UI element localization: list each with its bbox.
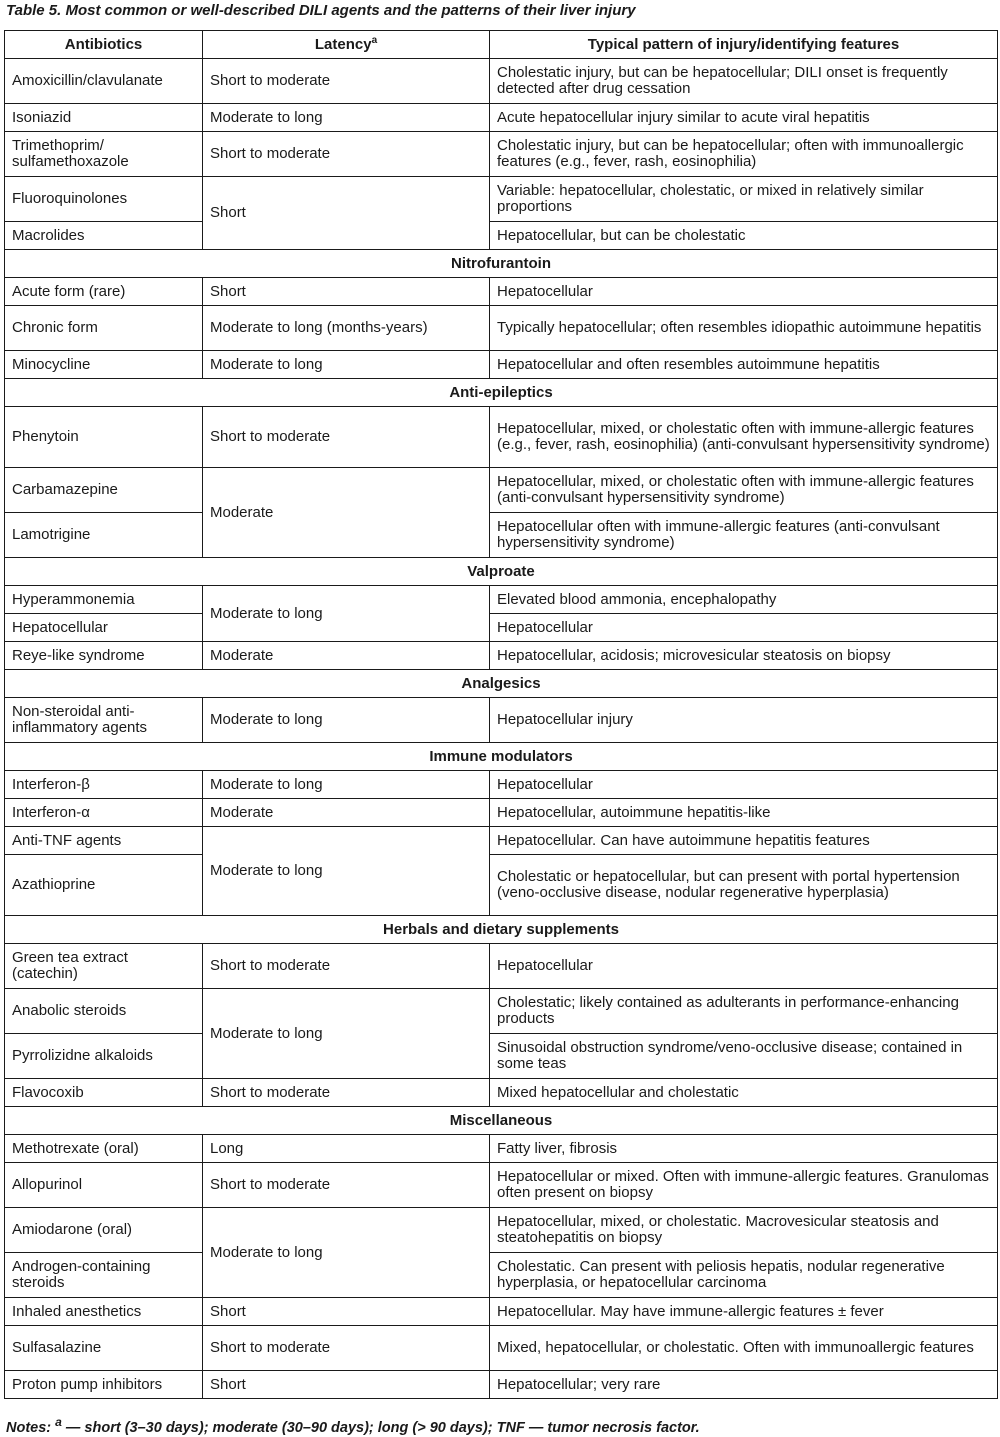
- dili-agents-table: [4, 30, 998, 1399]
- agent-cell: Anabolic steroids: [5, 989, 203, 1034]
- section-header-row: [5, 250, 998, 278]
- table-row: [5, 1371, 998, 1399]
- table-row: [5, 59, 998, 104]
- agent-cell: Reye-like syndrome: [5, 642, 203, 670]
- latency-cell: Moderate to long: [203, 104, 490, 132]
- agent-cell: Macrolides: [5, 222, 203, 250]
- pattern-cell: Hepatocellular or mixed. Often with immune-allergic features. Granulomas often present on biopsy: [490, 1163, 998, 1208]
- latency-cell: Short: [203, 177, 490, 250]
- agent-cell: Anti-TNF agents: [5, 827, 203, 855]
- agent-cell: Interferon-β: [5, 771, 203, 799]
- section-title: Valproate: [5, 558, 998, 586]
- header-latency: Latency$^a$: [203, 31, 490, 59]
- latency-cell: Moderate: [203, 468, 490, 558]
- pattern-cell: Hepatocellular; very rare: [490, 1371, 998, 1399]
- agent-cell: Proton pump inhibitors: [5, 1371, 203, 1399]
- agent-cell: Chronic form: [5, 306, 203, 351]
- pattern-cell: Hepatocellular: [490, 614, 998, 642]
- table-row: [5, 827, 998, 855]
- pattern-cell: Hepatocellular and often resembles autoimmune hepatitis: [490, 351, 998, 379]
- agent-cell: Amoxicillin/clavulanate: [5, 59, 203, 104]
- table-row: [5, 177, 998, 222]
- latency-cell: Moderate to long (months-years): [203, 306, 490, 351]
- agent-cell: Androgen-containing steroids: [5, 1253, 203, 1298]
- agent-cell: Non-steroidal anti-inflammatory agents: [5, 698, 203, 743]
- agent-cell: Pyrrolizidne alkaloids: [5, 1034, 203, 1079]
- pattern-cell: Mixed hepatocellular and cholestatic: [490, 1079, 998, 1107]
- agent-cell: Minocycline: [5, 351, 203, 379]
- section-header-row: [5, 379, 998, 407]
- section-title: Herbals and dietary supplements: [5, 916, 998, 944]
- section-header-row: [5, 1107, 998, 1135]
- latency-cell: Short to moderate: [203, 407, 490, 468]
- pattern-cell: Hepatocellular, autoimmune hepatitis-like: [490, 799, 998, 827]
- table-row: [5, 468, 998, 513]
- agent-cell: Interferon-α: [5, 799, 203, 827]
- table-header-row: [5, 31, 998, 59]
- latency-cell: Moderate to long: [203, 1208, 490, 1298]
- table-row: [5, 642, 998, 670]
- table-row: [5, 799, 998, 827]
- pattern-cell: Mixed, hepatocellular, or cholestatic. Often with immunoallergic features: [490, 1326, 998, 1371]
- table-row: [5, 586, 998, 614]
- agent-cell: Fluoroquinolones: [5, 177, 203, 222]
- latency-cell: Short to moderate: [203, 1326, 490, 1371]
- agent-cell: Sulfasalazine: [5, 1326, 203, 1371]
- pattern-cell: Cholestatic injury, but can be hepatocellular; DILI onset is frequently detected after drug cessation: [490, 59, 998, 104]
- table-row: [5, 1163, 998, 1208]
- pattern-cell: Hepatocellular. May have immune-allergic features ± fever: [490, 1298, 998, 1326]
- table-row: [5, 351, 998, 379]
- table-row: [5, 1208, 998, 1253]
- section-title: Anti-epileptics: [5, 379, 998, 407]
- header-antibiotics: Antibiotics: [5, 31, 203, 59]
- section-title: Nitrofurantoin: [5, 250, 998, 278]
- table-caption: Table 5. Most common or well-described DILI agents and the patterns of their liver injury: [6, 2, 636, 19]
- table-row: [5, 1079, 998, 1107]
- table-row: [5, 278, 998, 306]
- agent-cell: Phenytoin: [5, 407, 203, 468]
- latency-cell: Moderate to long: [203, 351, 490, 379]
- agent-cell: Amiodarone (oral): [5, 1208, 203, 1253]
- latency-cell: Short: [203, 1371, 490, 1399]
- pattern-cell: Hepatocellular, mixed, or cholestatic. Macrovesicular steatosis and steatohepatitis on biopsy: [490, 1208, 998, 1253]
- latency-cell: Moderate: [203, 642, 490, 670]
- agent-cell: Green tea extract (catechin): [5, 944, 203, 989]
- latency-cell: Moderate to long: [203, 771, 490, 799]
- agent-cell: Flavocoxib: [5, 1079, 203, 1107]
- agent-cell: Acute form (rare): [5, 278, 203, 306]
- pattern-cell: Typically hepatocellular; often resembles idiopathic autoimmune hepatitis: [490, 306, 998, 351]
- table-row: [5, 1326, 998, 1371]
- latency-cell: Moderate to long: [203, 989, 490, 1079]
- latency-cell: Short: [203, 278, 490, 306]
- agent-cell: Carbamazepine: [5, 468, 203, 513]
- pattern-cell: Hepatocellular, but can be cholestatic: [490, 222, 998, 250]
- agent-cell: Inhaled anesthetics: [5, 1298, 203, 1326]
- latency-cell: Short to moderate: [203, 132, 490, 177]
- pattern-cell: Fatty liver, fibrosis: [490, 1135, 998, 1163]
- table-row: [5, 855, 998, 916]
- section-header-row: [5, 558, 998, 586]
- table-body: [5, 59, 998, 1399]
- latency-cell: Moderate to long: [203, 698, 490, 743]
- table-row: [5, 132, 998, 177]
- agent-cell: Isoniazid: [5, 104, 203, 132]
- agent-cell: Trimethoprim/ sulfamethoxazole: [5, 132, 203, 177]
- table-row: [5, 222, 998, 250]
- pattern-cell: Cholestatic. Can present with peliosis hepatis, nodular regenerative hyperplasia, or hepatocellular carcinoma: [490, 1253, 998, 1298]
- section-header-row: [5, 916, 998, 944]
- pattern-cell: Acute hepatocellular injury similar to acute viral hepatitis: [490, 104, 998, 132]
- latency-cell: Short: [203, 1298, 490, 1326]
- pattern-cell: Hepatocellular: [490, 771, 998, 799]
- table-row: [5, 407, 998, 468]
- table-row: [5, 1253, 998, 1298]
- pattern-cell: Hepatocellular, mixed, or cholestatic often with immune-allergic features (e.g., fever, rash, eosinophilia) (anti-convulsant hypersensitivity syndrome): [490, 407, 998, 468]
- table-row: [5, 104, 998, 132]
- agent-cell: Hepatocellular: [5, 614, 203, 642]
- table-row: [5, 1298, 998, 1326]
- latency-cell: Short to moderate: [203, 944, 490, 989]
- table-notes: Notes: $^a$ — short (3–30 days); moderate (30–90 days); long (> 90 days); TNF — tumor necrosis factor.: [6, 1415, 700, 1436]
- latency-cell: Short to moderate: [203, 59, 490, 104]
- latency-cell: Moderate to long: [203, 586, 490, 642]
- table-row: [5, 944, 998, 989]
- pattern-cell: Hepatocellular, acidosis; microvesicular steatosis on biopsy: [490, 642, 998, 670]
- agent-cell: Lamotrigine: [5, 513, 203, 558]
- table-row: [5, 698, 998, 743]
- section-header-row: [5, 670, 998, 698]
- latency-cell: Moderate: [203, 799, 490, 827]
- header-pattern: Typical pattern of injury/identifying features: [490, 31, 998, 59]
- section-title: Analgesics: [5, 670, 998, 698]
- pattern-cell: Hepatocellular often with immune-allergic features (anti-convulsant hypersensitivity syndrome): [490, 513, 998, 558]
- latency-cell: Moderate to long: [203, 827, 490, 916]
- latency-cell: Long: [203, 1135, 490, 1163]
- agent-cell: Azathioprine: [5, 855, 203, 916]
- pattern-cell: Cholestatic or hepatocellular, but can present with portal hypertension (veno-occlusive disease, nodular regenerative hyperplasia): [490, 855, 998, 916]
- agent-cell: Allopurinol: [5, 1163, 203, 1208]
- table-row: [5, 771, 998, 799]
- pattern-cell: Cholestatic; likely contained as adulterants in performance-enhancing products: [490, 989, 998, 1034]
- table-row: [5, 513, 998, 558]
- section-title: Immune modulators: [5, 743, 998, 771]
- latency-cell: Short to moderate: [203, 1163, 490, 1208]
- pattern-cell: Sinusoidal obstruction syndrome/veno-occlusive disease; contained in some teas: [490, 1034, 998, 1079]
- table-row: [5, 306, 998, 351]
- agent-cell: Methotrexate (oral): [5, 1135, 203, 1163]
- table-row: [5, 1034, 998, 1079]
- pattern-cell: Hepatocellular injury: [490, 698, 998, 743]
- pattern-cell: Hepatocellular, mixed, or cholestatic often with immune-allergic features (anti-convulsant hypersensitivity syndrome): [490, 468, 998, 513]
- pattern-cell: Hepatocellular: [490, 944, 998, 989]
- agent-cell: Hyperammonemia: [5, 586, 203, 614]
- table-row: [5, 989, 998, 1034]
- table-row: [5, 614, 998, 642]
- pattern-cell: Variable: hepatocellular, cholestatic, or mixed in relatively similar proportions: [490, 177, 998, 222]
- section-header-row: [5, 743, 998, 771]
- pattern-cell: Elevated blood ammonia, encephalopathy: [490, 586, 998, 614]
- pattern-cell: Hepatocellular. Can have autoimmune hepatitis features: [490, 827, 998, 855]
- section-title: Miscellaneous: [5, 1107, 998, 1135]
- latency-cell: Short to moderate: [203, 1079, 490, 1107]
- table-row: [5, 1135, 998, 1163]
- pattern-cell: Cholestatic injury, but can be hepatocellular; often with immunoallergic features (e.g., fever, rash, eosinophilia): [490, 132, 998, 177]
- pattern-cell: Hepatocellular: [490, 278, 998, 306]
